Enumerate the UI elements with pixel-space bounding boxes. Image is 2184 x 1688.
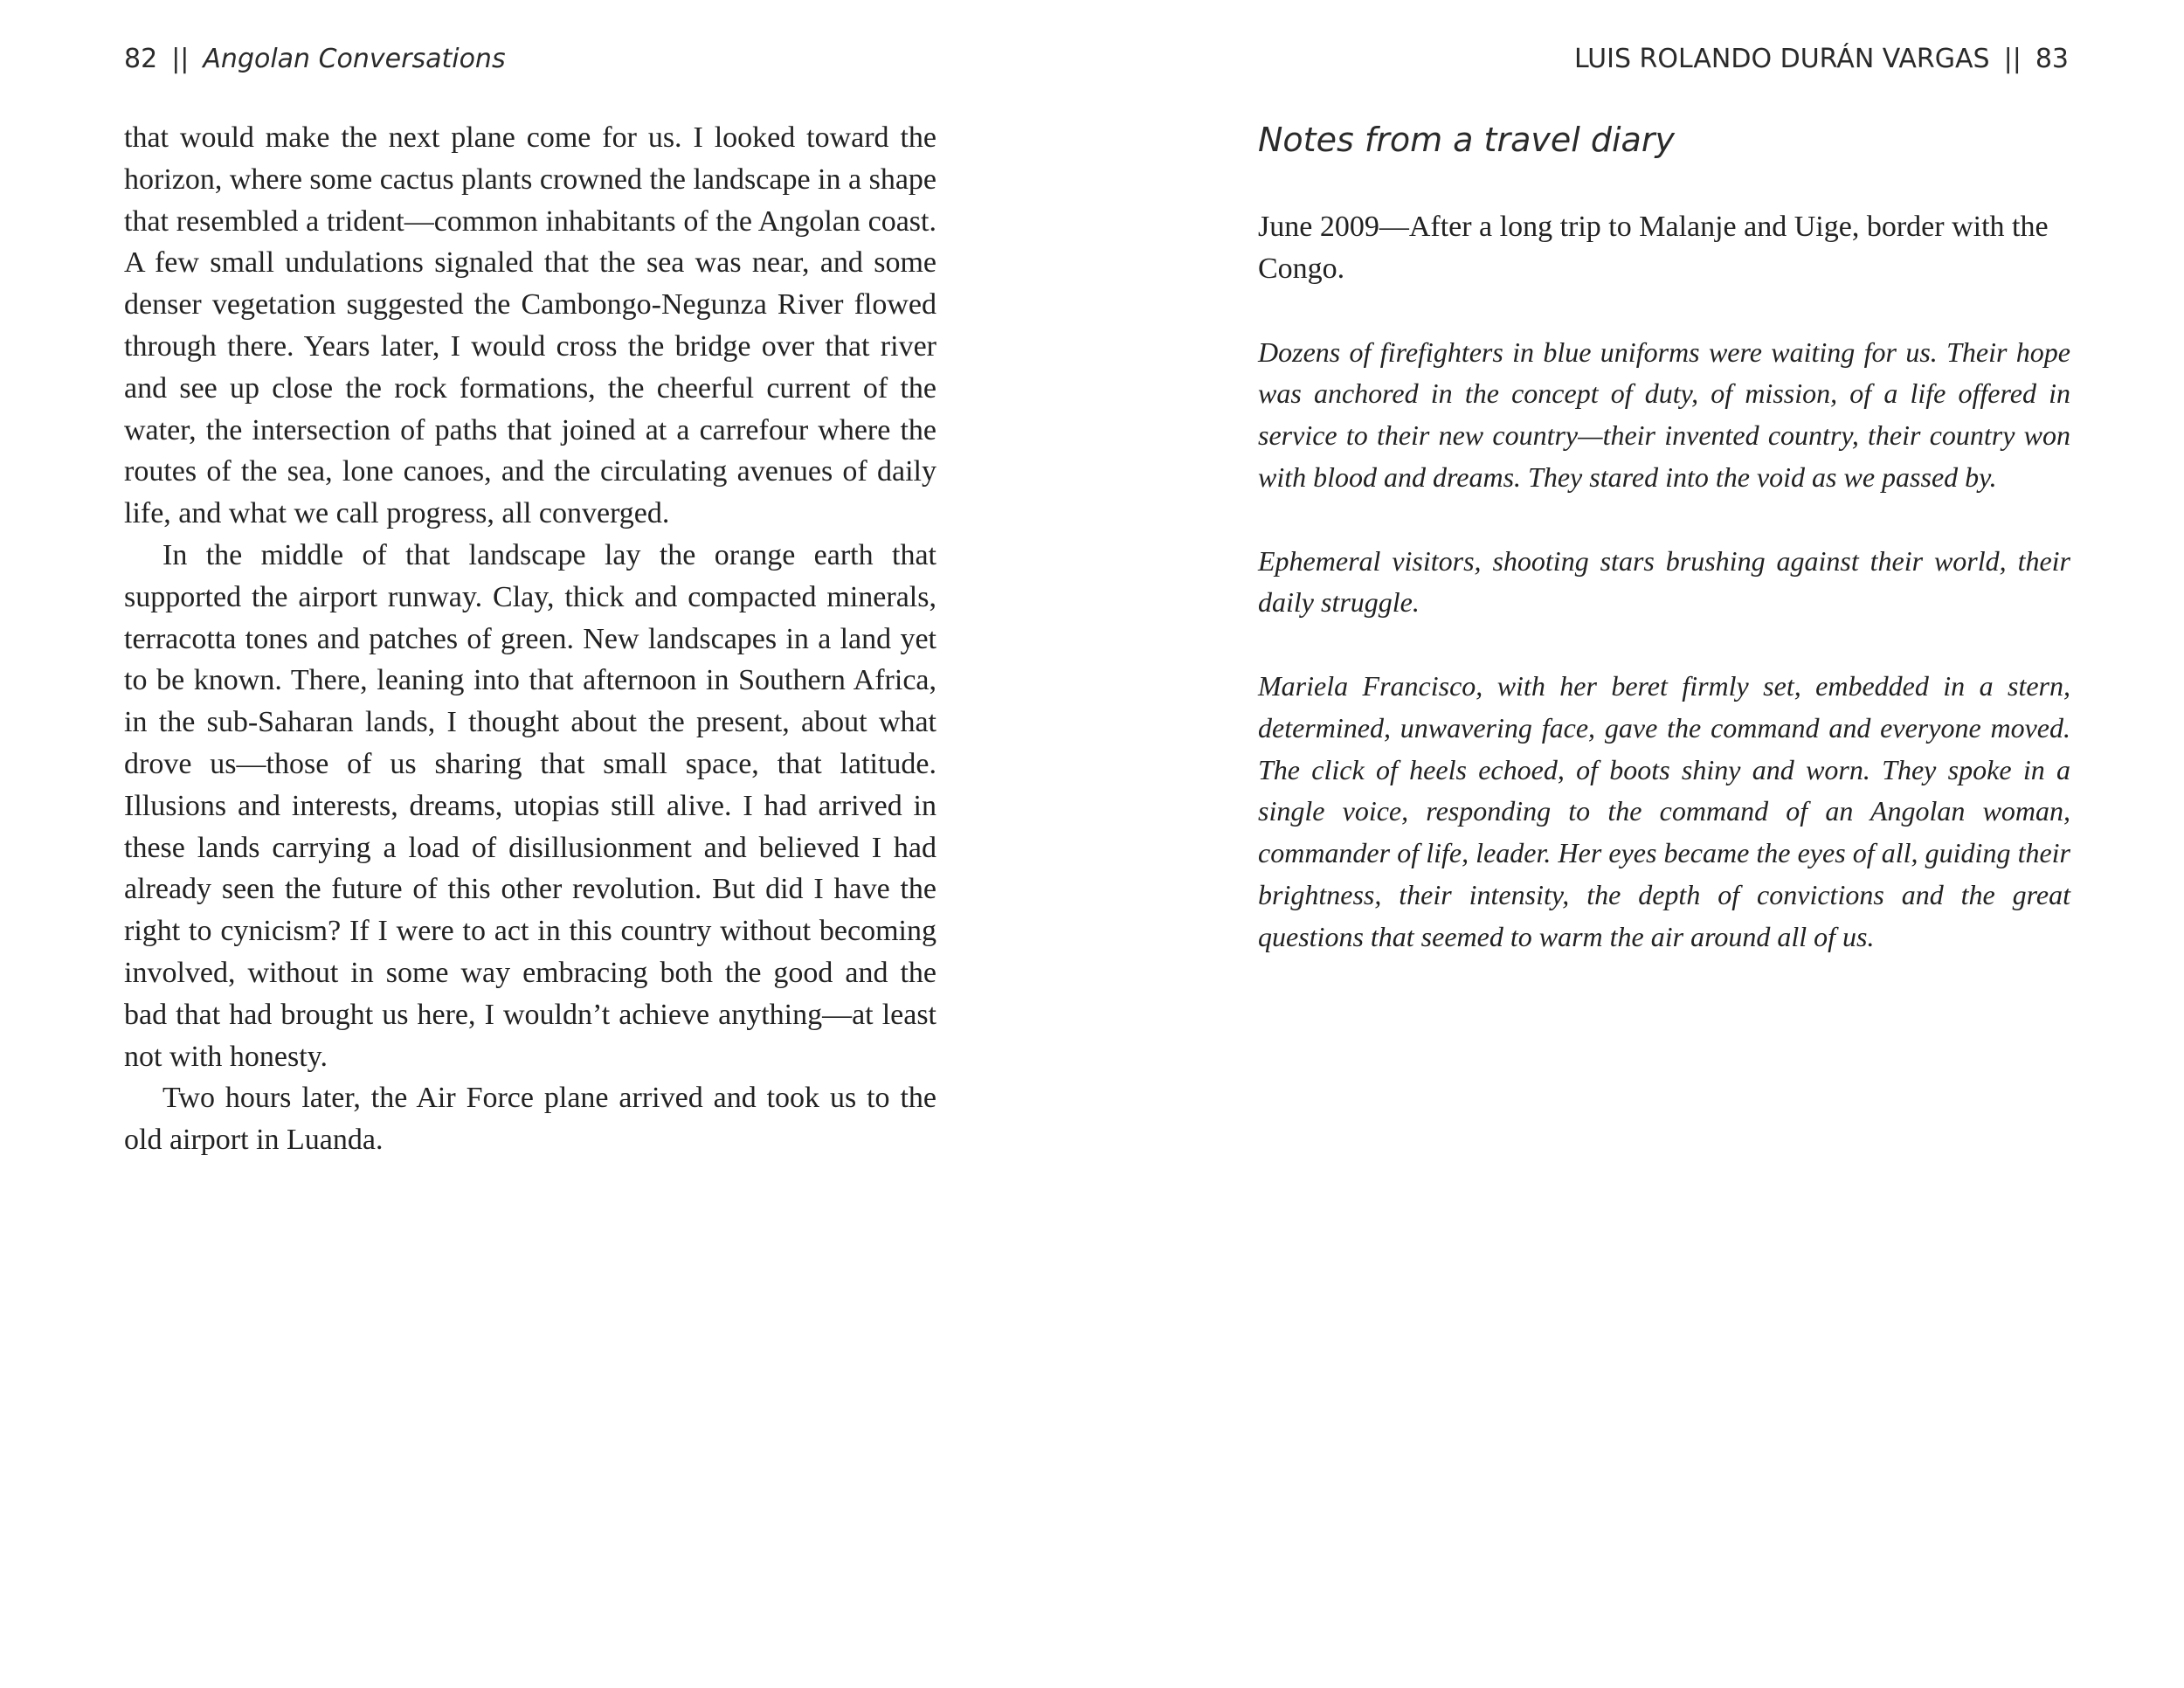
- left-page-number: 82: [124, 44, 158, 74]
- left-running-head: [124, 44, 506, 74]
- right-page-number: 83: [2035, 44, 2069, 74]
- diary-entry-visitors: Ephemeral visitors, shooting stars brushing against their world, their daily struggle.: [1258, 544, 2070, 619]
- section-heading: Notes from a travel diary: [1258, 121, 1675, 159]
- running-head-separator: ||: [171, 44, 190, 74]
- diary-date: June 2009—After a long trip to Malanje and Uige, border with the Congo.: [1258, 211, 2049, 285]
- diary-entry-firefighters: Dozens of firefighters in blue uniforms were waiting for us. Their hope was anchored in the concept of duty, of mission, of a life offered in service to their new country—their invented country, their country won with blood and dreams. They stared into the void as we passed by.: [1258, 336, 2070, 493]
- right-page: [1092, 0, 2184, 1688]
- right-body-text: [1258, 117, 2070, 1000]
- author-name: LUIS ROLANDO DURÁN VARGAS: [1573, 44, 1990, 74]
- right-running-head: [1574, 44, 2069, 74]
- running-head-separator: ||: [2003, 44, 2022, 74]
- left-body-text: [124, 117, 936, 1161]
- book-title: Angolan Conversations: [203, 44, 506, 74]
- paragraph-landscape: In the middle of that landscape lay the orange earth that supported the airport runway. Clay, thick and compacted minerals, terracotta tones and patches of green. New landscapes in a land yet to be known. There, leaning into that afternoon in Southern Africa, in the sub-Saharan lands, I thought about the present, about what drove us—those of us sharing that small space, that latitude. Illusions and interests, dreams, utopias still alive. I had arrived in these lands carrying a load of disillusionment and believed I had already seen the future of this other revolution. But did I have the right to cynicism? If I were to act in this country without becoming involved, without in some way embracing both the good and the bad that had brought us here, I wouldn’t achieve anything—at least not with honesty.: [124, 538, 936, 1073]
- paragraph-continuation: that would make the next plane come for us. I looked toward the horizon, where some cactus plants crowned the landscape in a shape that resembled a trident—common inhabitants of the Angolan coast. A few small undulations signaled that the sea was near, and some denser vegetation suggested the Cambongo-Negunza River flowed through there. Years later, I would cross the bridge over that river and see up close the rock formations, the cheerful current of the water, the intersection of paths that joined at a carrefour where the routes of the sea, lone canoes, and the circulating avenues of daily life, and what we call progress, all converged.: [124, 121, 936, 530]
- diary-entry-mariela: Mariela Francisco, with her beret firmly set, embedded in a stern, determined, unwavering face, gave the command and everyone moved. The click of heels echoed, of boots shiny and worn. They spoke in a single voice, responding to the command of an Angolan woman, commander of life, leader. Her eyes became the eyes of all, guiding their brightness, their intensity, the depth of convictions and the great questions that seemed to warm the air around all of us.: [1258, 669, 2070, 952]
- paragraph-plane-arrival: Two hours later, the Air Force plane arrived and took us to the old airport in Luanda.: [124, 1082, 936, 1157]
